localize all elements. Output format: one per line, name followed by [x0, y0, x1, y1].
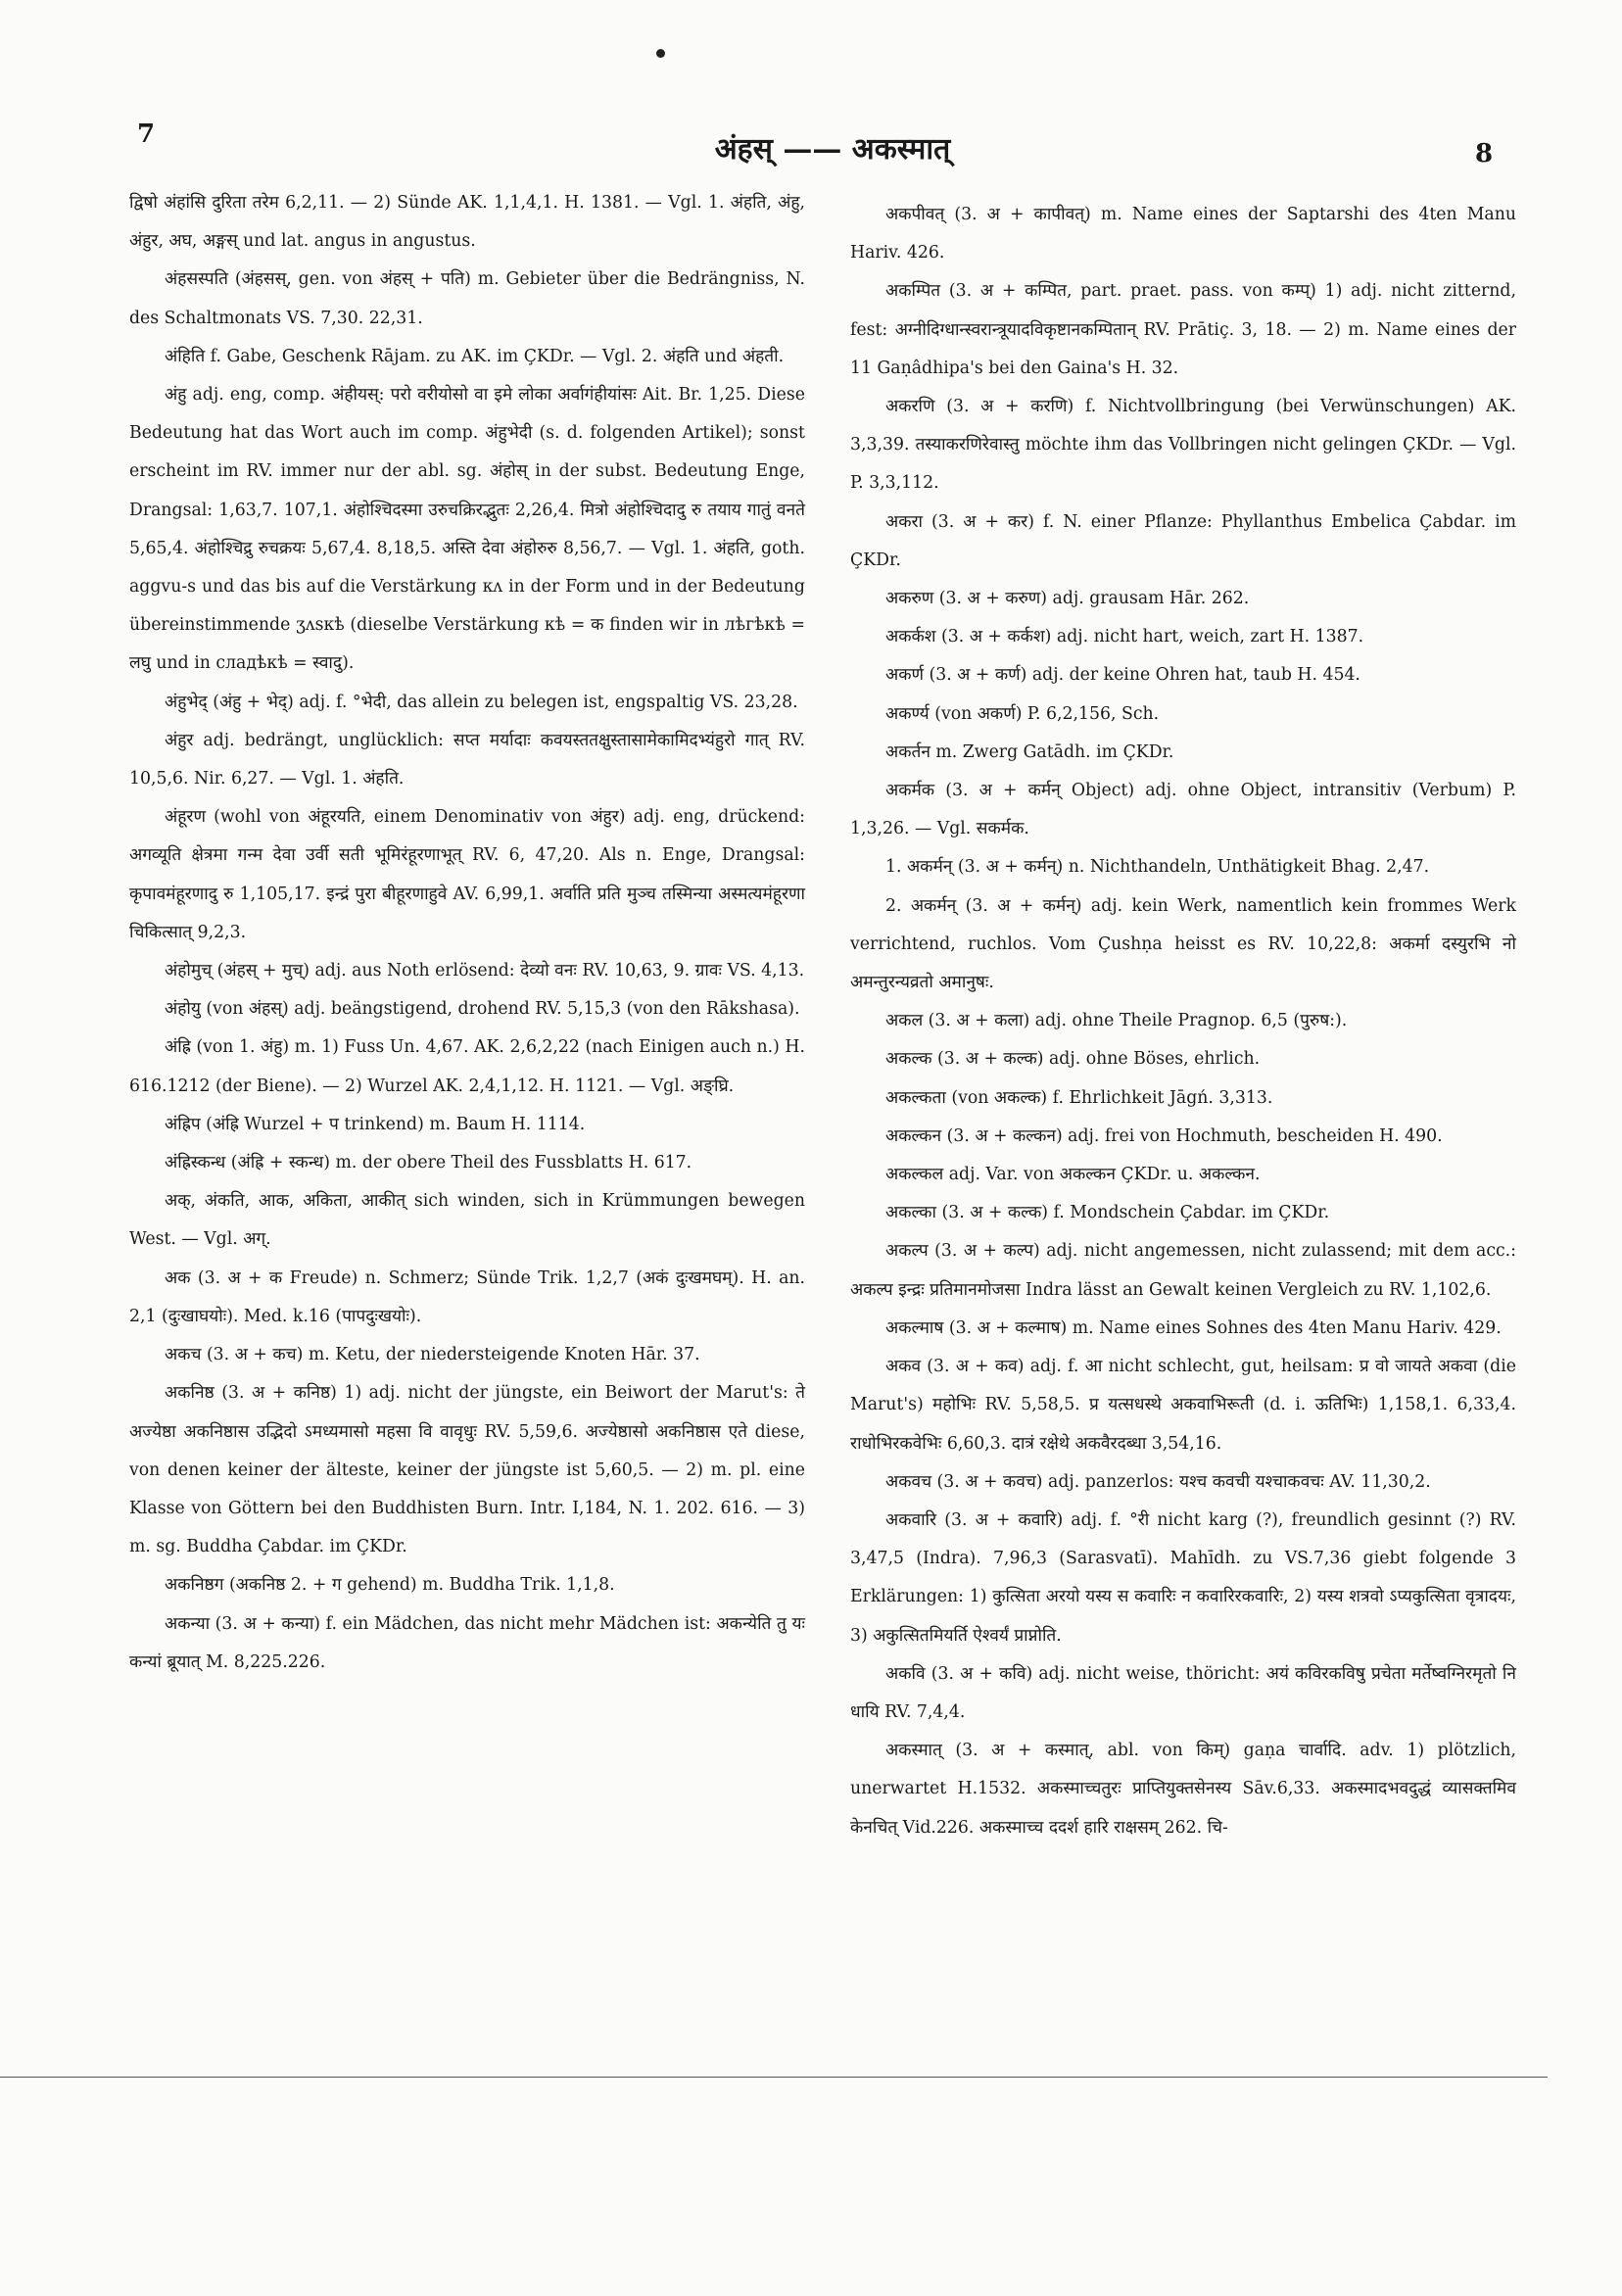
dictionary-entry: अकर्ण (3. अ + कर्ण) adj. der keine Ohren hat, taub H. 454. — [885, 665, 1360, 686]
dictionary-entry: 1. अकर्मन् (3. अ + कर्मन्) n. Nichthandeln, Unthätigkeit Bhag. 2,47. — [885, 857, 1430, 878]
dictionary-entry: अकल (3. अ + कला) adj. ohne Theile Pragnop. 6,5 (पुरुष:). — [885, 1011, 1348, 1031]
dictionary-entry: अंहुर adj. bedrängt, unglücklich: सप्त मर्यादाः कवयस्ततक्षुस्तासामेकामिदभ्यंहुरो गात् RV. 10,5,6. Nir. 6,27. — Vgl. 1. अंहति. — [129, 730, 805, 789]
dictionary-entry: अकर्ण्य (von अकर्ण) P. 6,2,156, Sch. — [885, 703, 1160, 724]
dictionary-entry: अकरुण (3. अ + करुण) adj. grausam Hār. 262. — [885, 589, 1250, 609]
page-number-left: 7 — [137, 120, 156, 149]
dictionary-entry: अंह्रि (von 1. अंहु) m. 1) Fuss Un. 4,67. AK. 2,6,2,22 (nach Einigen auch n.) H. 616.1212 (der Biene). — 2) Wurzel AK. 2,4,1,12. H. 1121. — Vgl. अङ्घ्रि. — [129, 1037, 805, 1096]
dictionary-entry: अकल्क (3. अ + कल्क) adj. ohne Böses, ehrlich. — [885, 1049, 1261, 1070]
page-number-right: 8 — [1475, 139, 1494, 168]
bottom-rule — [0, 2077, 1548, 2078]
dictionary-entry: अकनिष्ठग (अकनिष्ठ 2. + ग gehend) m. Buddha Trik. 1,1,8. — [165, 1575, 615, 1596]
dictionary-entry: अकव (3. अ + कव) adj. f. आ nicht schlecht, gut, heilsam: प्र वो जायते अकवा (die Marut's) महोभिः RV. 5,58,5. प्र यत्सधस्थे अकवाभिरूती (d. i. ऊतिभिः) 1,158,1. 6,33,4. राधोभिरकवेभिः 6,60,3. दात्रं रक्षेथे अकवैरदब्धा 3,54,16. — [850, 1357, 1516, 1454]
dictionary-entry: अकपीवत् (3. अ + कापीवत्) m. Name eines der Saptarshi des 4ten Manu Hariv. 426. — [850, 205, 1516, 263]
ink-dot — [656, 49, 665, 58]
dictionary-entry: अंहिति f. Gabe, Geschenk Rājam. zu AK. im ÇKDr. — Vgl. 2. अंहति und अंहती. — [165, 346, 785, 366]
dictionary-entry: अकर्तन m. Zwerg Gatādh. im ÇKDr. — [885, 741, 1174, 762]
dictionary-entry: अकर्मक (3. अ + कर्मन् Object) adj. ohne Object, intransitiv (Verbum) P. 1,3,26. — Vgl. सकर्मक. — [850, 781, 1516, 839]
right-column — [850, 196, 1516, 1847]
dictionary-entry: अकवच (3. अ + कवच) adj. panzerlos: यश्च कवची यश्चाकवचः AV. 11,30,2. — [885, 1471, 1431, 1492]
dictionary-entry: अंहसस्पति (अंहसस्, gen. von अंहस् + पति) m. Gebieter über die Bedrängniss, N. des Schaltmonats VS. 7,30. 22,31. — [129, 269, 805, 328]
dictionary-entry: अकनिष्ठ (3. अ + कनिष्ठ) 1) adj. nicht der jüngste, ein Beiwort der Marut's: ते अज्येष्ठा अकनिष्ठास उद्भिदो ऽमध्यमासो महसा वि वावृधुः RV. 5,59,6. अज्येष्ठासो अकनिष्ठास एते diese, von denen keiner der älteste, keiner der jüngste ist 5,60,5. — 2) m. pl. eine Klasse von Göttern bei den Buddhisten Burn. Intr. I,184, N. 1. 202. 616. — 3) m. sg. Buddha Çabdar. im ÇKDr. — [129, 1383, 805, 1557]
dictionary-entry: द्विषो अंहांसि दुरिता तरेम 6,2,11. — 2) Sünde AK. 1,1,4,1. H. 1381. — Vgl. 1. अंहति, अंहु, अंहुर, अघ, अङ्गस् und lat. angus in angustus. — [129, 193, 805, 252]
dictionary-entry: अकल्कल adj. Var. von अकल्कन ÇKDr. u. अकल्कन. — [885, 1165, 1261, 1185]
left-column — [129, 184, 805, 1682]
dictionary-entry: अंहोयु (von अंहस्) adj. beängstigend, drohend RV. 5,15,3 (von den Rākshasa). — [165, 999, 800, 1020]
dictionary-entry: अंह्रिप (अंह्रि Wurzel + प trinkend) m. Baum H. 1114. — [165, 1114, 586, 1134]
running-head: अंहस् —— अकस्मात् — [714, 132, 951, 167]
dictionary-entry: 2. अकर्मन् (3. अ + कर्मन्) adj. kein Werk, namentlich kein frommes Werk verrichtend, ruchlos. Vom Çushṇa heisst es RV. 10,22,8: अकर्मा दस्युरभि नो अमन्तुरन्यव्रतो अमानुषः. — [850, 895, 1516, 993]
dictionary-entry: अकवि (3. अ + कवि) adj. nicht weise, thöricht: अयं कविरकविषु प्रचेता मर्तेष्वग्निरमृतो नि धायि RV. 7,4,4. — [850, 1663, 1516, 1722]
dictionary-entry: अकल्का (3. अ + कल्क) f. Mondschein Çabdar. im ÇKDr. — [885, 1203, 1330, 1223]
dictionary-entry: अकल्माष (3. अ + कल्माष) m. Name eines Sohnes des 4ten Manu Hariv. 429. — [885, 1317, 1502, 1338]
dictionary-entry: अकल्कता (von अकल्क) f. Ehrlichkeit Jāgń. 3,313. — [885, 1087, 1273, 1108]
dictionary-entry: अंहूरण (wohl von अंहूरयति, einem Denominativ von अंहुर) adj. eng, drückend: अगव्यूति क्षेत्रमा गन्म देवा उर्वी सती भूमिरंहूरणाभूत् RV. 6, 47,20. Als n. Enge, Drangsal: कृपावमंहूरणादु रु 1,105,17. इन्द्रं पुरा बीहूरणाहुवे AV. 6,99,1. अर्वाति प्रति मुञ्च तस्मिन्या अस्मत्यमंहूरणा चिकित्सात् 9,2,3. — [129, 807, 805, 942]
dictionary-entry: अकल्कन (3. अ + कल्कन) adj. frei von Hochmuth, bescheiden H. 490. — [885, 1125, 1443, 1146]
dictionary-entry: अंहु adj. eng, comp. अंहीयस्: परो वरीयोसो वा इमे लोका अर्वागंहीयांसः Ait. Br. 1,25. Diese Bedeutung hat das Wort auch im comp. अंहुभेदी (s. d. folgenden Artikel); sonst erscheint im RV. immer nur der abl. sg. अंहोस् in der subst. Bedeutung Enge, Drangsal: 1,63,7. 107,1. अंहोश्चिदस्मा उरुचक्रिरद्भुतः 2,26,4. मित्रो अंहोश्चिदादु रु तयाय गातुं वनते 5,65,4. अंहोश्चिद्रु रुचक्रयः 5,67,4. 8,18,5. अस्ति देवा अंहोरुरु 8,56,7. — Vgl. 1. अंहति, goth. aggvu-s und das bis auf die Verstärkung кᴧ in der Form und in der Bedeutung übereinstimmende ʒᴧѕкѣ (dieselbe Verstärkung кѣ = क finden wir in лѣгѣкѣ = लघु und in сладѣкѣ = स्वादु). — [129, 385, 805, 674]
dictionary-entry: अकच (3. अ + कच) m. Ketu, der niedersteigende Knoten Hār. 37. — [165, 1345, 700, 1365]
dictionary-entry: अकस्मात् (3. अ + कस्मात्, abl. von किम्) gaṇa चार्वादि. adv. 1) plötzlich, unerwartet H.1532. अकस्माच्चतुरः प्राप्तियुक्तसेनस्य Sāv.6,33. अकस्मादभवदुद्धं व्यासक्तमिव केनचित् Vid.226. अकस्माच्च ददर्श हारि राक्षसम् 262. चि- — [850, 1741, 1516, 1838]
dictionary-entry: अकन्या (3. अ + कन्या) f. ein Mädchen, das nicht mehr Mädchen ist: अकन्येति तु यः कन्यां ब्रूयात् M. 8,225.226. — [129, 1613, 805, 1672]
dictionary-entry: अकल्प (3. अ + कल्प) adj. nicht angemessen, nicht zulassend; mit dem acc.: अकल्प इन्द्रः प्रतिमानमोजसा Indra lässt an Gewalt keinen Vergleich zu RV. 1,102,6. — [850, 1241, 1516, 1300]
dictionary-entry: अक (3. अ + क Freude) n. Schmerz; Sünde Trik. 1,2,7 (अकं दुःखमघम्). H. an. 2,1 (दुःखाघयोः). Med. k.16 (पापदुःखयोः). — [129, 1268, 805, 1326]
dictionary-entry: अकम्पित (3. अ + कम्पित, part. praet. pass. von कम्प्) 1) adj. nicht zitternd, fest: अग्नीदिग्धान्स्वरान्त्रूयादविकृष्टानकम्पितान् RV. Prātiç. 3, 18. — 2) m. Name eines der 11 Gaṇâdhipa's bei den Gaina's H. 32. — [850, 281, 1516, 378]
dictionary-entry: अकर्कश (3. अ + कर्कश) adj. nicht hart, weich, zart H. 1387. — [885, 627, 1364, 647]
dictionary-entry: अंहुभेद् (अंहु + भेद्) adj. f. °भेदी, das allein zu belegen ist, engspaltig VS. 23,28. — [165, 692, 798, 712]
dictionary-entry: अंहोमुच् (अंहस् + मुच्) adj. aus Noth erlösend: देव्यो वनः RV. 10,63, 9. ग्रावः VS. 4,13. — [165, 961, 805, 981]
dictionary-entry: अकरा (3. अ + कर) f. N. einer Pflanze: Phyllanthus Embelica Çabdar. im ÇKDr. — [850, 511, 1516, 570]
dictionary-entry: अकरणि (3. अ + करणि) f. Nichtvollbringung (bei Verwünschungen) AK. 3,3,39. तस्याकरणिरेवास्तु möchte ihm das Vollbringen nicht gelingen ÇKDr. — Vgl. P. 3,3,112. — [850, 397, 1516, 494]
dictionary-entry: अकवारि (3. अ + कवारि) adj. f. °री nicht karg (?), freundlich gesinnt (?) RV. 3,47,5 (Indra). 7,96,3 (Sarasvatī). Mahīdh. zu VS.7,36 giebt folgende 3 Erklärungen: 1) कुत्सिता अरयो यस्य स कवारिः न कवारिरकवारिः, 2) यस्य शत्रवो ऽप्यकुत्सिता वृत्रादयः, 3) अकुत्सितमियर्ति ऐश्वर्यं प्राप्नोति. — [850, 1509, 1516, 1646]
dictionary-entry: अंह्रिस्कन्ध (अंह्रि + स्कन्ध) m. der obere Theil des Fussblatts H. 617. — [165, 1153, 692, 1173]
dictionary-entry: अक्, अंकति, आक, अकिता, आकीत् sich winden, sich in Krümmungen bewegen West. — Vgl. अग्. — [129, 1191, 805, 1250]
